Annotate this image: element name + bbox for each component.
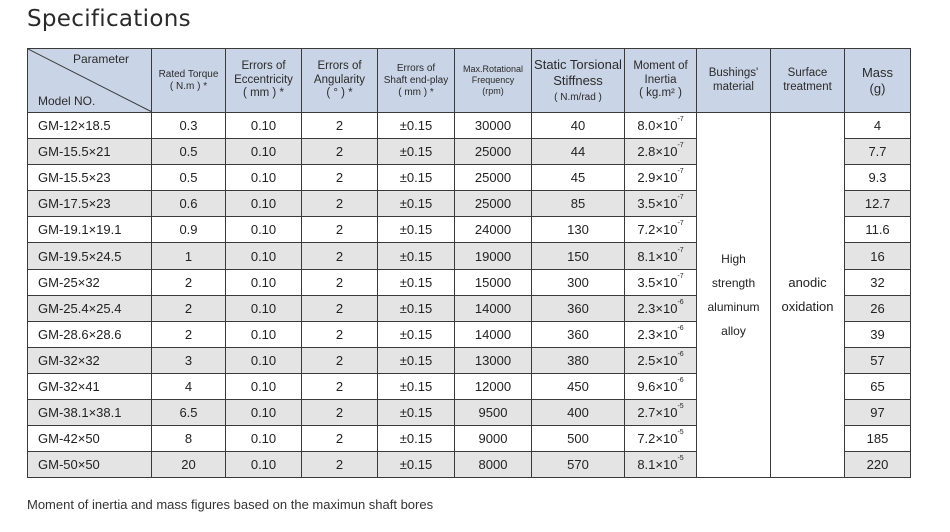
model-cell: GM-19.1×19.1 xyxy=(28,217,152,243)
torque-cell: 1 xyxy=(152,243,226,269)
inertia-cell: $7.2\times 10^{-7}$ xyxy=(625,217,697,243)
inertia-cell: $2.3\times 10^{-6}$ xyxy=(625,295,697,321)
eccentricity-cell: 0.10 xyxy=(226,400,302,426)
torque-cell: 4 xyxy=(152,373,226,399)
inertia-cell: $2.9\times 10^{-7}$ xyxy=(625,165,697,191)
shaft-end-play-cell: ±0.15 xyxy=(378,139,455,165)
rotational-frequency-cell: 9000 xyxy=(455,426,532,452)
model-cell: GM-28.6×28.6 xyxy=(28,321,152,347)
rotational-frequency-cell: 13000 xyxy=(455,347,532,373)
torque-cell: 0.6 xyxy=(152,191,226,217)
mass-cell: 185 xyxy=(845,426,911,452)
header-moment-of-inertia: Moment of Inertia ( kg.m² ) xyxy=(625,49,697,113)
page-title: Specifications xyxy=(27,6,191,32)
eccentricity-cell: 0.10 xyxy=(226,426,302,452)
torque-cell: 2 xyxy=(152,321,226,347)
inertia-cell: $8.1\times 10^{-5}$ xyxy=(625,452,697,478)
rotational-frequency-cell: 25000 xyxy=(455,191,532,217)
torque-cell: 3 xyxy=(152,347,226,373)
model-cell: GM-42×50 xyxy=(28,426,152,452)
mass-cell: 220 xyxy=(845,452,911,478)
torsional-stiffness-cell: 360 xyxy=(532,321,625,347)
torsional-stiffness-cell: 130 xyxy=(532,217,625,243)
rotational-frequency-cell: 24000 xyxy=(455,217,532,243)
model-cell: GM-15.5×23 xyxy=(28,165,152,191)
mass-cell: 9.3 xyxy=(845,165,911,191)
header-bushings-material: Bushings' material xyxy=(697,49,771,113)
shaft-end-play-cell: ±0.15 xyxy=(378,400,455,426)
inertia-cell: $2.5\times 10^{-6}$ xyxy=(625,347,697,373)
angularity-cell: 2 xyxy=(302,347,378,373)
model-cell: GM-38.1×38.1 xyxy=(28,400,152,426)
rotational-frequency-cell: 8000 xyxy=(455,452,532,478)
shaft-end-play-cell: ±0.15 xyxy=(378,295,455,321)
model-cell: GM-25×32 xyxy=(28,269,152,295)
inertia-cell: $3.5\times 10^{-7}$ xyxy=(625,269,697,295)
shaft-end-play-cell: ±0.15 xyxy=(378,217,455,243)
shaft-end-play-cell: ±0.15 xyxy=(378,347,455,373)
torsional-stiffness-cell: 570 xyxy=(532,452,625,478)
torsional-stiffness-cell: 44 xyxy=(532,139,625,165)
rotational-frequency-cell: 30000 xyxy=(455,113,532,139)
torque-cell: 8 xyxy=(152,426,226,452)
angularity-cell: 2 xyxy=(302,113,378,139)
rotational-frequency-cell: 15000 xyxy=(455,269,532,295)
rotational-frequency-cell: 25000 xyxy=(455,139,532,165)
eccentricity-cell: 0.10 xyxy=(226,373,302,399)
model-cell: GM-12×18.5 xyxy=(28,113,152,139)
rotational-frequency-cell: 9500 xyxy=(455,400,532,426)
header-model-label: Model NO. xyxy=(38,93,96,108)
mass-cell: 26 xyxy=(845,295,911,321)
torsional-stiffness-cell: 85 xyxy=(532,191,625,217)
angularity-cell: 2 xyxy=(302,243,378,269)
mass-cell: 39 xyxy=(845,321,911,347)
model-cell: GM-17.5×23 xyxy=(28,191,152,217)
inertia-cell: $8.1\times 10^{-7}$ xyxy=(625,243,697,269)
torque-cell: 2 xyxy=(152,269,226,295)
eccentricity-cell: 0.10 xyxy=(226,139,302,165)
header-shaft-end-play: Errors of Shaft end-play ( mm ) * xyxy=(378,49,455,113)
inertia-cell: $3.5\times 10^{-7}$ xyxy=(625,191,697,217)
model-cell: GM-15.5×21 xyxy=(28,139,152,165)
shaft-end-play-cell: ±0.15 xyxy=(378,373,455,399)
model-cell: GM-32×32 xyxy=(28,347,152,373)
mass-cell: 7.7 xyxy=(845,139,911,165)
header-parameter-label: Parameter xyxy=(72,52,129,66)
mass-cell: 16 xyxy=(845,243,911,269)
angularity-cell: 2 xyxy=(302,295,378,321)
mass-cell: 4 xyxy=(845,113,911,139)
header-surface-treatment: Surface treatment xyxy=(771,49,845,113)
rotational-frequency-cell: 12000 xyxy=(455,373,532,399)
eccentricity-cell: 0.10 xyxy=(226,452,302,478)
shaft-end-play-cell: ±0.15 xyxy=(378,191,455,217)
model-cell: GM-50×50 xyxy=(28,452,152,478)
header-eccentricity: Errors of Eccentricity ( mm ) * xyxy=(226,49,302,113)
torsional-stiffness-cell: 45 xyxy=(532,165,625,191)
torsional-stiffness-cell: 400 xyxy=(532,400,625,426)
mass-cell: 32 xyxy=(845,269,911,295)
model-cell: GM-25.4×25.4 xyxy=(28,295,152,321)
shaft-end-play-cell: ±0.15 xyxy=(378,243,455,269)
inertia-cell: $9.6\times 10^{-6}$ xyxy=(625,373,697,399)
header-rated-torque: Rated Torque ( N.m ) * xyxy=(152,49,226,113)
eccentricity-cell: 0.10 xyxy=(226,191,302,217)
angularity-cell: 2 xyxy=(302,139,378,165)
torsional-stiffness-cell: 500 xyxy=(532,426,625,452)
footnote: Moment of inertia and mass figures based on the maximun shaft bores xyxy=(27,497,434,512)
torsional-stiffness-cell: 380 xyxy=(532,347,625,373)
table-row xyxy=(28,113,911,139)
torsional-stiffness-cell: 360 xyxy=(532,295,625,321)
angularity-cell: 2 xyxy=(302,321,378,347)
angularity-cell: 2 xyxy=(302,426,378,452)
angularity-cell: 2 xyxy=(302,217,378,243)
torque-cell: 6.5 xyxy=(152,400,226,426)
torsional-stiffness-cell: 40 xyxy=(532,113,625,139)
torque-cell: 0.5 xyxy=(152,139,226,165)
shaft-end-play-cell: ±0.15 xyxy=(378,113,455,139)
eccentricity-cell: 0.10 xyxy=(226,269,302,295)
rotational-frequency-cell: 25000 xyxy=(455,165,532,191)
torque-cell: 0.3 xyxy=(152,113,226,139)
angularity-cell: 2 xyxy=(302,165,378,191)
torque-cell: 20 xyxy=(152,452,226,478)
eccentricity-cell: 0.10 xyxy=(226,347,302,373)
mass-cell: 11.6 xyxy=(845,217,911,243)
eccentricity-cell: 0.10 xyxy=(226,295,302,321)
mass-cell: 65 xyxy=(845,373,911,399)
eccentricity-cell: 0.10 xyxy=(226,113,302,139)
inertia-cell: $7.2\times 10^{-5}$ xyxy=(625,426,697,452)
torsional-stiffness-cell: 300 xyxy=(532,269,625,295)
eccentricity-cell: 0.10 xyxy=(226,321,302,347)
header-row xyxy=(28,49,911,113)
eccentricity-cell: 0.10 xyxy=(226,165,302,191)
header-angularity: Errors of Angularity ( ° ) * xyxy=(302,49,378,113)
header-mass: Mass (g) xyxy=(845,49,911,113)
shaft-end-play-cell: ±0.15 xyxy=(378,165,455,191)
eccentricity-cell: 0.10 xyxy=(226,243,302,269)
angularity-cell: 2 xyxy=(302,191,378,217)
mass-cell: 57 xyxy=(845,347,911,373)
header-max-rotational-frequency: Max.Rotational Frequency (rpm) xyxy=(455,49,532,113)
shaft-end-play-cell: ±0.15 xyxy=(378,321,455,347)
torque-cell: 2 xyxy=(152,295,226,321)
angularity-cell: 2 xyxy=(302,400,378,426)
shaft-end-play-cell: ±0.15 xyxy=(378,452,455,478)
torque-cell: 0.9 xyxy=(152,217,226,243)
angularity-cell: 2 xyxy=(302,373,378,399)
mass-cell: 97 xyxy=(845,400,911,426)
shaft-end-play-cell: ±0.15 xyxy=(378,426,455,452)
torsional-stiffness-cell: 450 xyxy=(532,373,625,399)
header-parameter-model xyxy=(28,49,152,113)
surface-treatment-cell: anodic oxidation xyxy=(771,113,845,478)
angularity-cell: 2 xyxy=(302,269,378,295)
inertia-cell: $2.3\times 10^{-6}$ xyxy=(625,321,697,347)
rotational-frequency-cell: 14000 xyxy=(455,295,532,321)
model-cell: GM-32×41 xyxy=(28,373,152,399)
shaft-end-play-cell: ±0.15 xyxy=(378,269,455,295)
mass-cell: 12.7 xyxy=(845,191,911,217)
bushings-material-cell: High strength aluminum alloy xyxy=(697,113,771,478)
inertia-cell: $8.0\times 10^{-7}$ xyxy=(625,113,697,139)
model-cell: GM-19.5×24.5 xyxy=(28,243,152,269)
eccentricity-cell: 0.10 xyxy=(226,217,302,243)
inertia-cell: $2.8\times 10^{-7}$ xyxy=(625,139,697,165)
torque-cell: 0.5 xyxy=(152,165,226,191)
specifications-table xyxy=(27,48,911,478)
torsional-stiffness-cell: 150 xyxy=(532,243,625,269)
rotational-frequency-cell: 14000 xyxy=(455,321,532,347)
rotational-frequency-cell: 19000 xyxy=(455,243,532,269)
angularity-cell: 2 xyxy=(302,452,378,478)
header-static-torsional-stiffness: Static Torsional Stiffness ( N.m/rad ) xyxy=(532,49,625,113)
inertia-cell: $2.7\times 10^{-5}$ xyxy=(625,400,697,426)
